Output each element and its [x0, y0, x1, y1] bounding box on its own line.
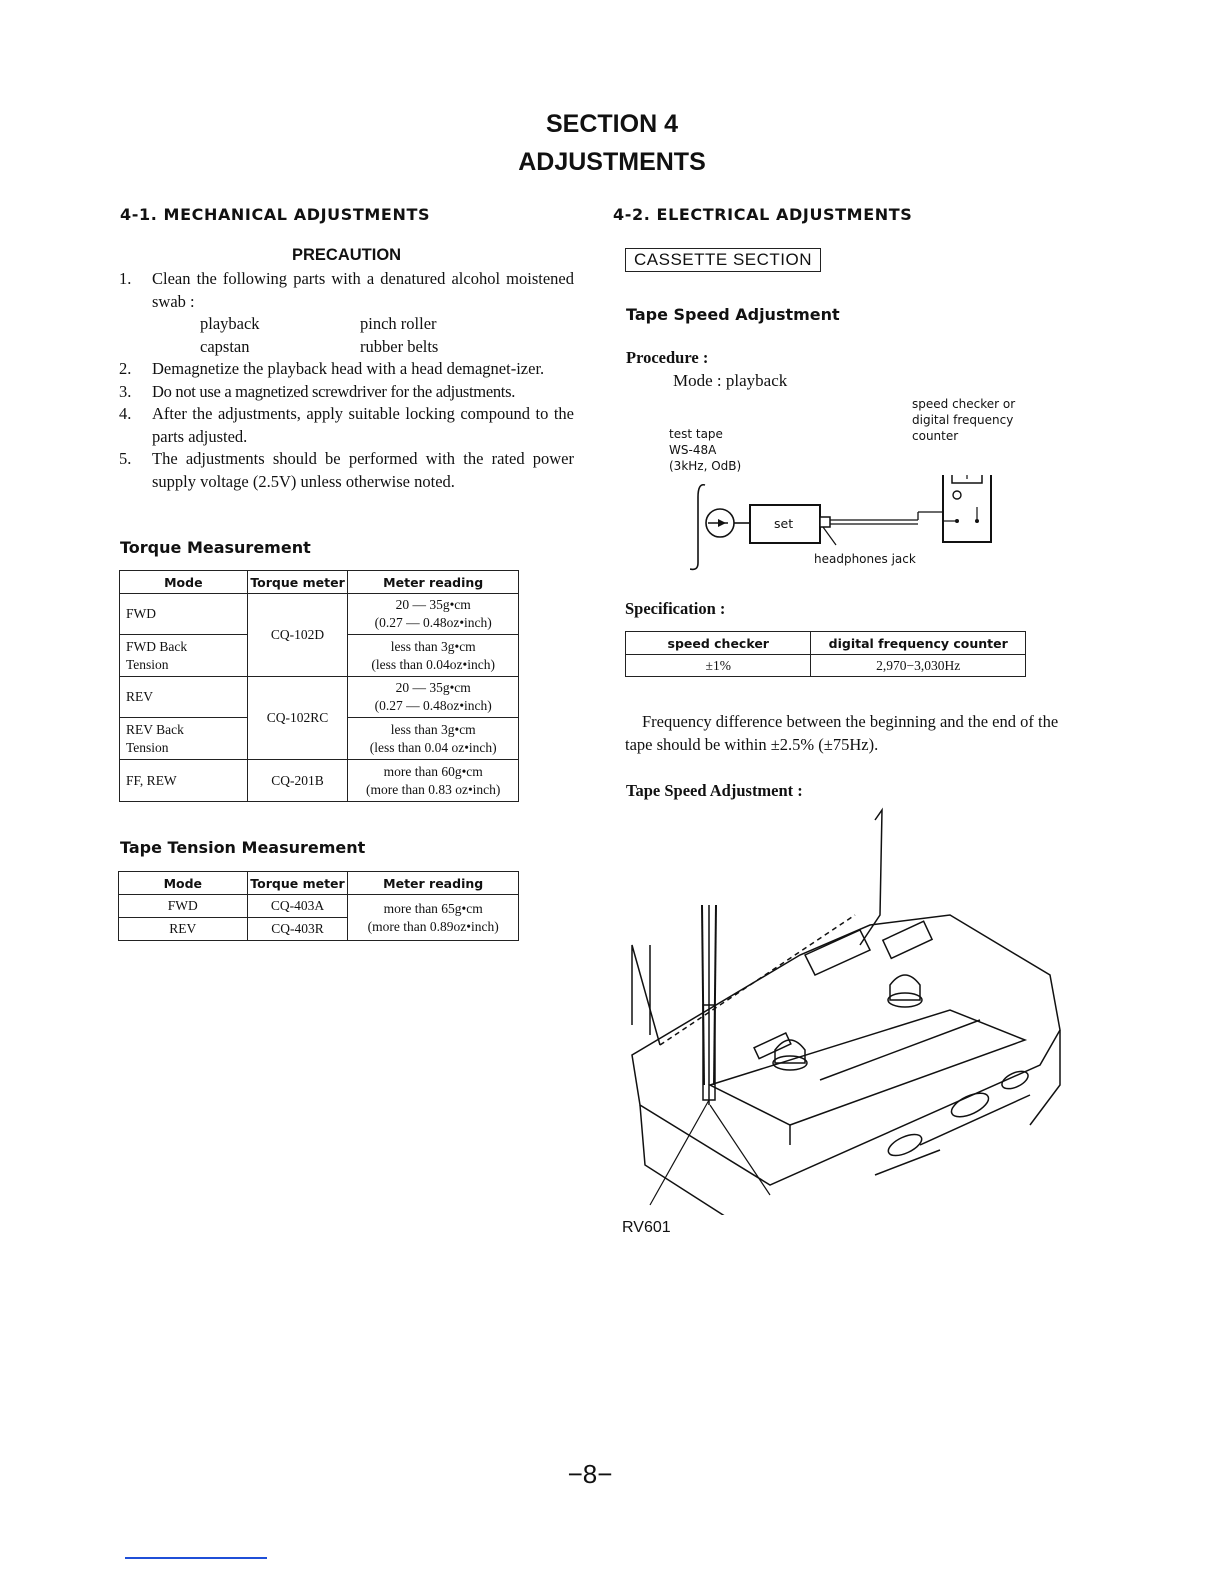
meter-cell: CQ-102RC	[247, 677, 348, 760]
item-text: Clean the following parts with a denatured alcohol moistened swab :	[152, 269, 574, 311]
list-item	[119, 358, 574, 381]
tape-speed-subtitle: Tape Speed Adjustment	[626, 305, 840, 324]
precaution-title: PRECAUTION	[292, 246, 402, 264]
mode-cell: REV	[119, 918, 248, 941]
table-row	[119, 895, 519, 918]
item-number: 1.	[119, 269, 132, 288]
item-text: The adjustments should be performed with the rated power supply voltage (2.5V) unless otherwise noted.	[152, 449, 574, 491]
column-header: Torque meter	[247, 571, 348, 594]
diagram-label: speed checker or digital frequency counter	[912, 397, 1016, 443]
table-row	[120, 594, 519, 635]
meter-cell: CQ-403R	[247, 918, 348, 941]
torque-title: Torque Measurement	[120, 538, 311, 557]
part-name: playback	[200, 314, 260, 333]
torque-table	[119, 570, 519, 802]
item-text: Demagnetize the playback head with a head demagnet-izer.	[152, 359, 545, 378]
set-label: set	[774, 516, 794, 531]
page-title: ADJUSTMENTS	[518, 148, 706, 176]
table-row	[626, 655, 1026, 677]
mode-label: Mode : playback	[673, 371, 788, 390]
mode-cell: REV	[120, 677, 248, 718]
electrical-heading: 4-2. ELECTRICAL ADJUSTMENTS	[613, 205, 913, 224]
precaution-list	[119, 268, 574, 493]
table-header-row	[120, 571, 519, 594]
mode-cell: FWD	[120, 594, 248, 635]
reading-cell: more than 65g•cm (more than 0.89oz•inch)	[348, 895, 519, 941]
mechanical-heading: 4-1. MECHANICAL ADJUSTMENTS	[120, 205, 431, 224]
reading-cell: 20 — 35g•cm (0.27 — 0.48oz•inch)	[348, 677, 519, 718]
column-header: Meter reading	[348, 872, 519, 895]
diagram-label: headphones jack	[814, 552, 916, 566]
item-number: 2.	[119, 359, 132, 378]
adjustment-label: Tape Speed Adjustment :	[626, 781, 803, 800]
item-number: 5.	[119, 449, 132, 468]
spec-value: 2,970−3,030Hz	[811, 655, 1026, 677]
column-header: Mode	[119, 872, 248, 895]
tape-curve	[690, 485, 705, 570]
diagram-label: test tape WS-48A (3kHz, OdB)	[669, 427, 742, 473]
reading-cell: more than 60g•cm (more than 0.83 oz•inch)	[348, 760, 519, 802]
cassette-deck-illustration	[620, 805, 1070, 1215]
reading-cell: less than 3g•cm (less than 0.04 oz•inch)	[348, 718, 519, 760]
item-text: Do not use a magnetized screwdriver for the adjustments.	[152, 381, 516, 401]
footer-rule	[125, 1557, 267, 1559]
cassette-section-box: CASSETTE SECTION	[625, 248, 821, 272]
spec-value: ±1%	[626, 655, 811, 677]
plug-icon	[820, 517, 830, 527]
section-number: SECTION 4	[546, 110, 678, 138]
part-name: pinch roller	[360, 314, 437, 333]
column-header: Mode	[120, 571, 248, 594]
item-number: 3.	[119, 381, 132, 401]
mode-cell: FF, REW	[120, 760, 248, 802]
table-row	[120, 760, 519, 802]
procedure-label: Procedure :	[626, 348, 709, 367]
reading-cell: less than 3g•cm (less than 0.04oz•inch)	[348, 635, 519, 677]
part-name: capstan	[200, 336, 250, 356]
list-item	[119, 268, 574, 358]
reading-cell: 20 — 35g•cm (0.27 — 0.48oz•inch)	[348, 594, 519, 635]
mode-cell: REV Back Tension	[120, 718, 248, 760]
meter-cell: CQ-403A	[247, 895, 348, 918]
column-header: digital frequency counter	[811, 632, 1026, 655]
spec-label: Specification :	[625, 599, 726, 618]
mode-cell: FWD Back Tension	[120, 635, 248, 677]
table-row	[120, 677, 519, 718]
meter-cell: CQ-201B	[247, 760, 348, 802]
column-header: Torque meter	[247, 872, 348, 895]
list-item	[119, 448, 574, 493]
rv601-label: RV601	[622, 1219, 671, 1236]
meter-cell: CQ-102D	[247, 594, 348, 677]
mode-cell: FWD	[119, 895, 248, 918]
parts-list	[152, 313, 574, 358]
column-header: speed checker	[626, 632, 811, 655]
tension-title: Tape Tension Measurement	[120, 838, 366, 857]
part-name: rubber belts	[360, 336, 439, 356]
list-item	[119, 381, 574, 404]
page-number: −8−	[567, 1459, 613, 1489]
column-header: Meter reading	[348, 571, 519, 594]
spec-table	[625, 631, 1026, 677]
table-header-row	[626, 632, 1026, 655]
frequency-counter-icon	[943, 475, 991, 542]
item-text: After the adjustments, apply suitable locking compound to the parts adjusted.	[152, 404, 574, 446]
table-header-row	[119, 872, 519, 895]
list-item	[119, 403, 574, 448]
tension-table	[118, 871, 519, 941]
item-number: 4.	[119, 404, 132, 423]
frequency-note: Frequency difference between the beginning and the end of the tape should be within ±2.5% (±75Hz).	[625, 712, 1059, 754]
connection-diagram	[690, 475, 1010, 575]
